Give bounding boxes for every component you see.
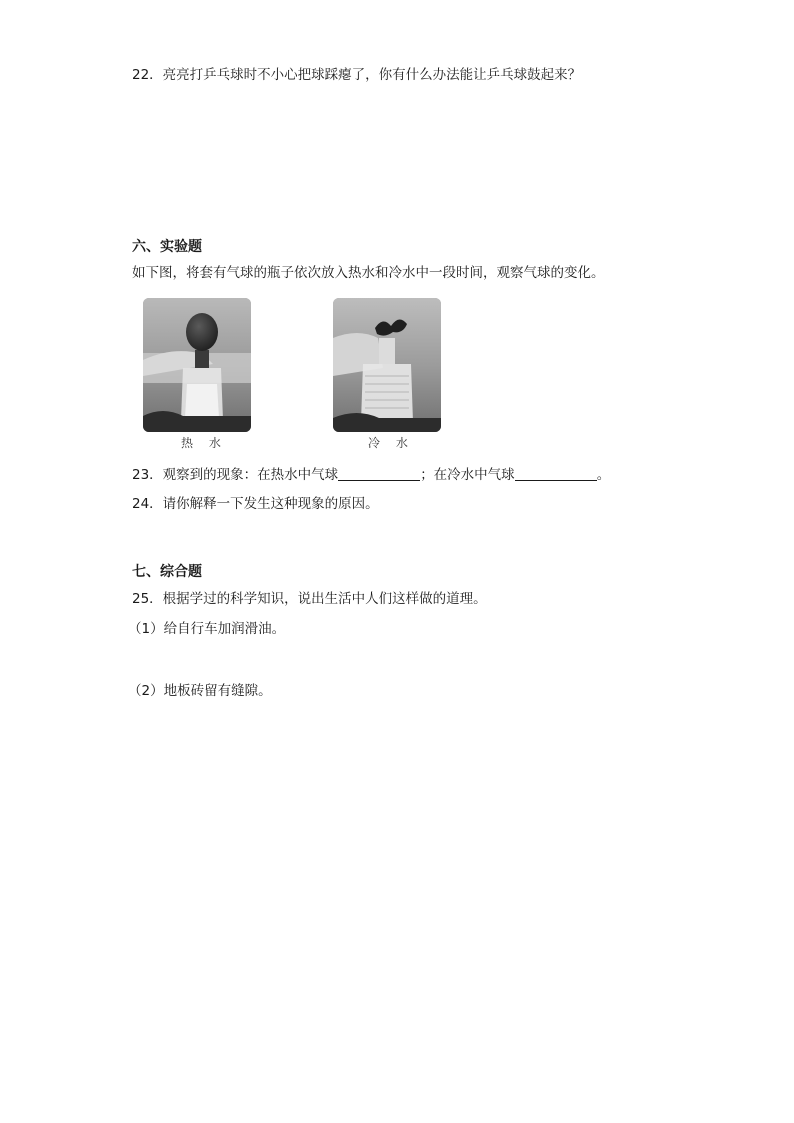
question-24: 24．请你解释一下发生这种现象的原因。 — [132, 496, 379, 512]
question-23 — [132, 466, 610, 484]
question-25-sub-2: （2）地板砖留有缝隙。 — [128, 683, 272, 699]
caption-cold-water: 冷 水 — [368, 436, 414, 450]
answer-blank-cold[interactable] — [515, 466, 597, 481]
caption-hot-water: 热 水 — [181, 436, 227, 450]
question-23-middle: ；在冷水中气球 — [420, 467, 515, 483]
question-25-sub-1: （1）给自行车加润滑油。 — [128, 621, 286, 637]
question-22: 22．亮亮打乒乓球时不小心把球踩瘪了，你有什么办法能让乒乓球鼓起来？ — [132, 67, 582, 83]
answer-blank-hot[interactable] — [338, 466, 420, 481]
question-23-suffix: 。 — [596, 467, 611, 483]
hot-water-photo — [143, 298, 251, 432]
cold-water-bottle-image — [333, 298, 441, 432]
section-heading-experiment: 六、实验题 — [132, 239, 202, 255]
cold-water-photo — [333, 298, 441, 432]
section-heading-comprehensive: 七、综合题 — [132, 564, 202, 580]
question-25: 25．根据学过的科学知识，说出生活中人们这样做的道理。 — [132, 591, 487, 607]
experiment-intro: 如下图，将套有气球的瓶子依次放入热水和冷水中一段时间，观察气球的变化。 — [132, 265, 605, 281]
hot-water-bottle-image — [143, 298, 251, 432]
question-23-prefix: 23．观察到的现象：在热水中气球 — [132, 467, 339, 483]
